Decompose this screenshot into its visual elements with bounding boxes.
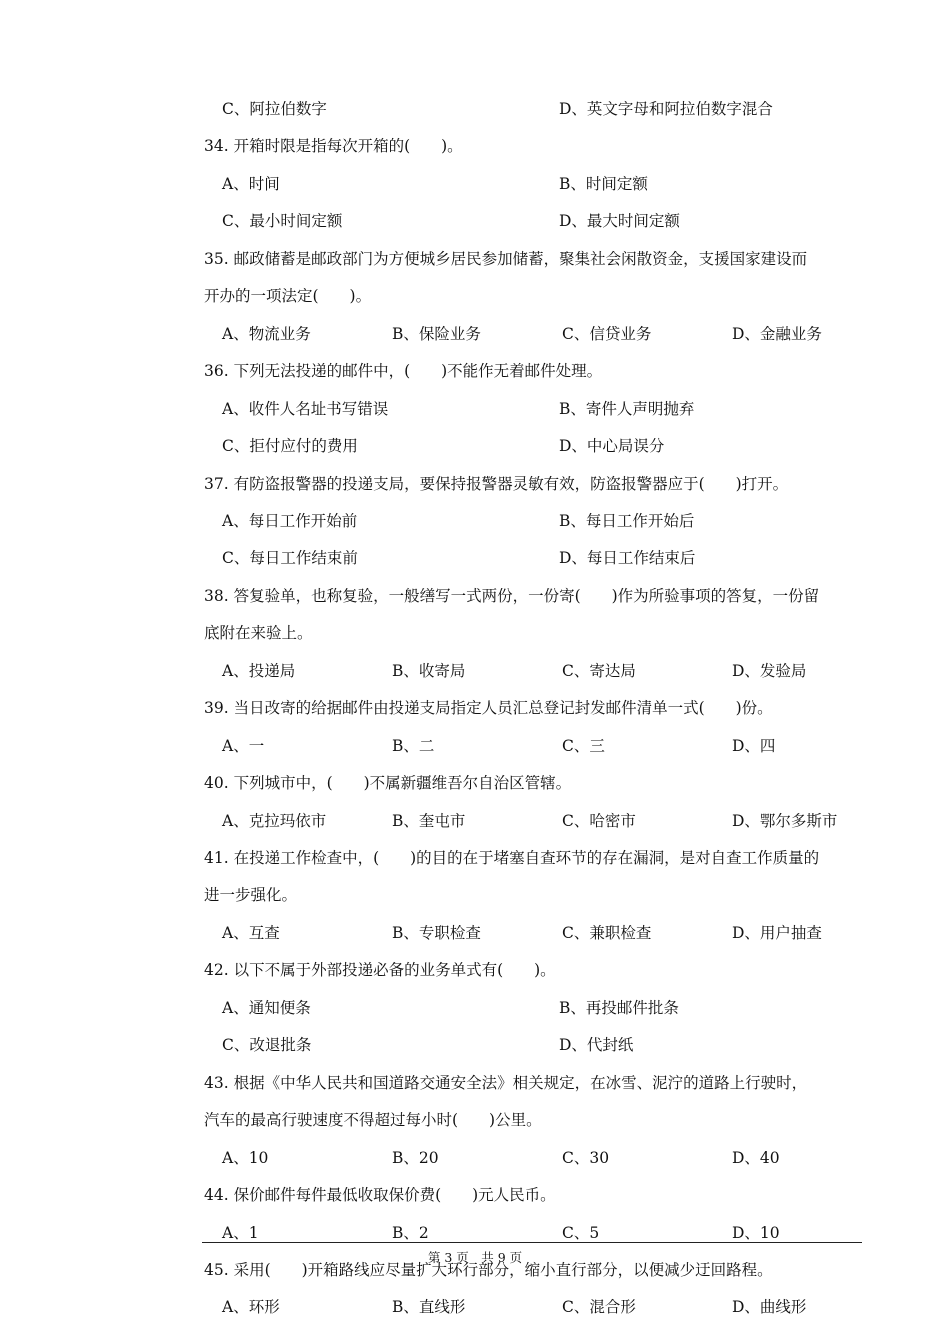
answer-option: C、30 bbox=[562, 1148, 610, 1167]
option-row bbox=[204, 98, 864, 120]
option-row bbox=[204, 660, 864, 682]
option-row bbox=[204, 735, 864, 757]
answer-option: B、每日工作开始后 bbox=[559, 511, 695, 530]
answer-option: A、每日工作开始前 bbox=[222, 511, 358, 530]
answer-option: C、拒付应付的费用 bbox=[222, 437, 358, 456]
answer-option: C、寄达局 bbox=[562, 661, 636, 680]
answer-option: C、每日工作结束前 bbox=[222, 549, 358, 568]
answer-option: D、中心局误分 bbox=[559, 437, 665, 456]
option-row bbox=[204, 173, 864, 195]
option-row bbox=[204, 922, 864, 944]
answer-option: A、投递局 bbox=[222, 661, 296, 680]
question-text: 40. 下列城市中，( )不属新疆维吾尔自治区管辖。 bbox=[204, 774, 572, 793]
option-row bbox=[204, 1222, 864, 1244]
question-text: 汽车的最高行驶速度不得超过每小时( )公里。 bbox=[204, 1111, 542, 1130]
question-text: 43. 根据《中华人民共和国道路交通安全法》相关规定，在冰雪、泥泞的道路上行驶时， bbox=[204, 1073, 808, 1092]
answer-option: B、20 bbox=[392, 1148, 439, 1167]
answer-option: B、再投邮件批条 bbox=[559, 998, 679, 1017]
option-row bbox=[204, 510, 864, 532]
option-row bbox=[204, 435, 864, 457]
answer-option: A、克拉玛依市 bbox=[222, 811, 327, 830]
answer-option: C、信贷业务 bbox=[562, 324, 652, 343]
answer-option: D、10 bbox=[732, 1223, 780, 1242]
answer-option: A、1 bbox=[222, 1223, 259, 1242]
answer-option: A、物流业务 bbox=[222, 324, 311, 343]
answer-option: C、最小时间定额 bbox=[222, 212, 343, 231]
answer-option: A、环形 bbox=[222, 1298, 280, 1317]
option-row bbox=[204, 810, 864, 832]
option-row bbox=[204, 997, 864, 1019]
question-text: 41. 在投递工作检查中，( )的目的在于堵塞自查环节的存在漏洞，是对自查工作质量的 bbox=[204, 849, 820, 867]
option-row bbox=[204, 323, 864, 345]
answer-option: C、兼职检查 bbox=[562, 923, 652, 942]
question-text: 39. 当日改寄的给据邮件由投递支局指定人员汇总登记封发邮件清单一式( )份。 bbox=[204, 699, 773, 718]
answer-option: D、鄂尔多斯市 bbox=[732, 811, 838, 830]
option-row bbox=[204, 1034, 864, 1056]
answer-option: D、曲线形 bbox=[732, 1298, 807, 1317]
answer-option: C、改退批条 bbox=[222, 1036, 312, 1055]
answer-option: B、直线形 bbox=[392, 1298, 466, 1317]
answer-option: A、收件人名址书写错误 bbox=[222, 399, 389, 418]
answer-option: B、2 bbox=[392, 1223, 429, 1242]
question-text: 44. 保价邮件每件最低收取保价费( )元人民币。 bbox=[204, 1186, 556, 1205]
answer-option: A、时间 bbox=[222, 174, 280, 193]
question-text: 进一步强化。 bbox=[204, 886, 298, 905]
option-row bbox=[204, 398, 864, 420]
answer-option: A、10 bbox=[222, 1148, 269, 1167]
question-text: 开办的一项法定( )。 bbox=[204, 287, 372, 306]
answer-option: D、用户抽查 bbox=[732, 923, 822, 942]
answer-option: D、四 bbox=[732, 736, 776, 755]
answer-option: D、40 bbox=[732, 1148, 780, 1167]
question-text: 42. 以下不属于外部投递必备的业务单式有( )。 bbox=[204, 961, 556, 980]
answer-option: D、最大时间定额 bbox=[559, 212, 680, 231]
answer-option: A、通知便条 bbox=[222, 998, 311, 1017]
question-text: 34. 开箱时限是指每次开箱的( )。 bbox=[204, 137, 463, 156]
question-text: 36. 下列无法投递的邮件中，( )不能作无着邮件处理。 bbox=[204, 362, 603, 381]
answer-option: C、三 bbox=[562, 736, 605, 755]
answer-option: D、英文字母和阿拉伯数字混合 bbox=[559, 100, 773, 118]
option-row bbox=[204, 210, 864, 232]
answer-option: B、保险业务 bbox=[392, 324, 481, 343]
option-row bbox=[204, 1296, 864, 1318]
answer-option: B、收寄局 bbox=[392, 661, 466, 680]
answer-option: B、寄件人声明抛弃 bbox=[559, 399, 695, 418]
option-row bbox=[204, 547, 864, 569]
answer-option: B、奎屯市 bbox=[392, 811, 466, 830]
answer-option: A、一 bbox=[222, 736, 265, 755]
answer-option: C、混合形 bbox=[562, 1298, 636, 1317]
answer-option: B、专职检查 bbox=[392, 923, 481, 942]
option-row bbox=[204, 1147, 864, 1169]
answer-option: B、时间定额 bbox=[559, 174, 648, 193]
answer-option: D、代封纸 bbox=[559, 1036, 634, 1055]
answer-option: D、发验局 bbox=[732, 661, 807, 680]
question-text: 45. 采用( )开箱路线应尽量扩大环行部分，缩小直行部分，以便减少迂回路程。 bbox=[204, 1260, 773, 1279]
answer-option: C、阿拉伯数字 bbox=[222, 100, 327, 118]
page-footer: 第 3 页 共 9 页 bbox=[427, 1250, 523, 1265]
question-text: 37. 有防盗报警器的投递支局，要保持报警器灵敏有效，防盗报警器应于( )打开。 bbox=[204, 474, 789, 493]
answer-option: A、互查 bbox=[222, 923, 280, 942]
question-text: 35. 邮政储蓄是邮政部门为方便城乡居民参加储蓄，聚集社会闲散资金，支援国家建设而 bbox=[204, 249, 808, 268]
answer-option: D、每日工作结束后 bbox=[559, 549, 696, 568]
answer-option: B、二 bbox=[392, 736, 435, 755]
answer-option: D、金融业务 bbox=[732, 324, 822, 343]
answer-option: C、哈密市 bbox=[562, 811, 636, 830]
answer-option: C、5 bbox=[562, 1223, 600, 1242]
question-text: 底附在来验上。 bbox=[204, 624, 313, 643]
question-text: 38. 答复验单，也称复验，一般缮写一式两份，一份寄( )作为所验事项的答复，一份留 bbox=[204, 586, 820, 605]
footer-rule bbox=[202, 1242, 862, 1243]
